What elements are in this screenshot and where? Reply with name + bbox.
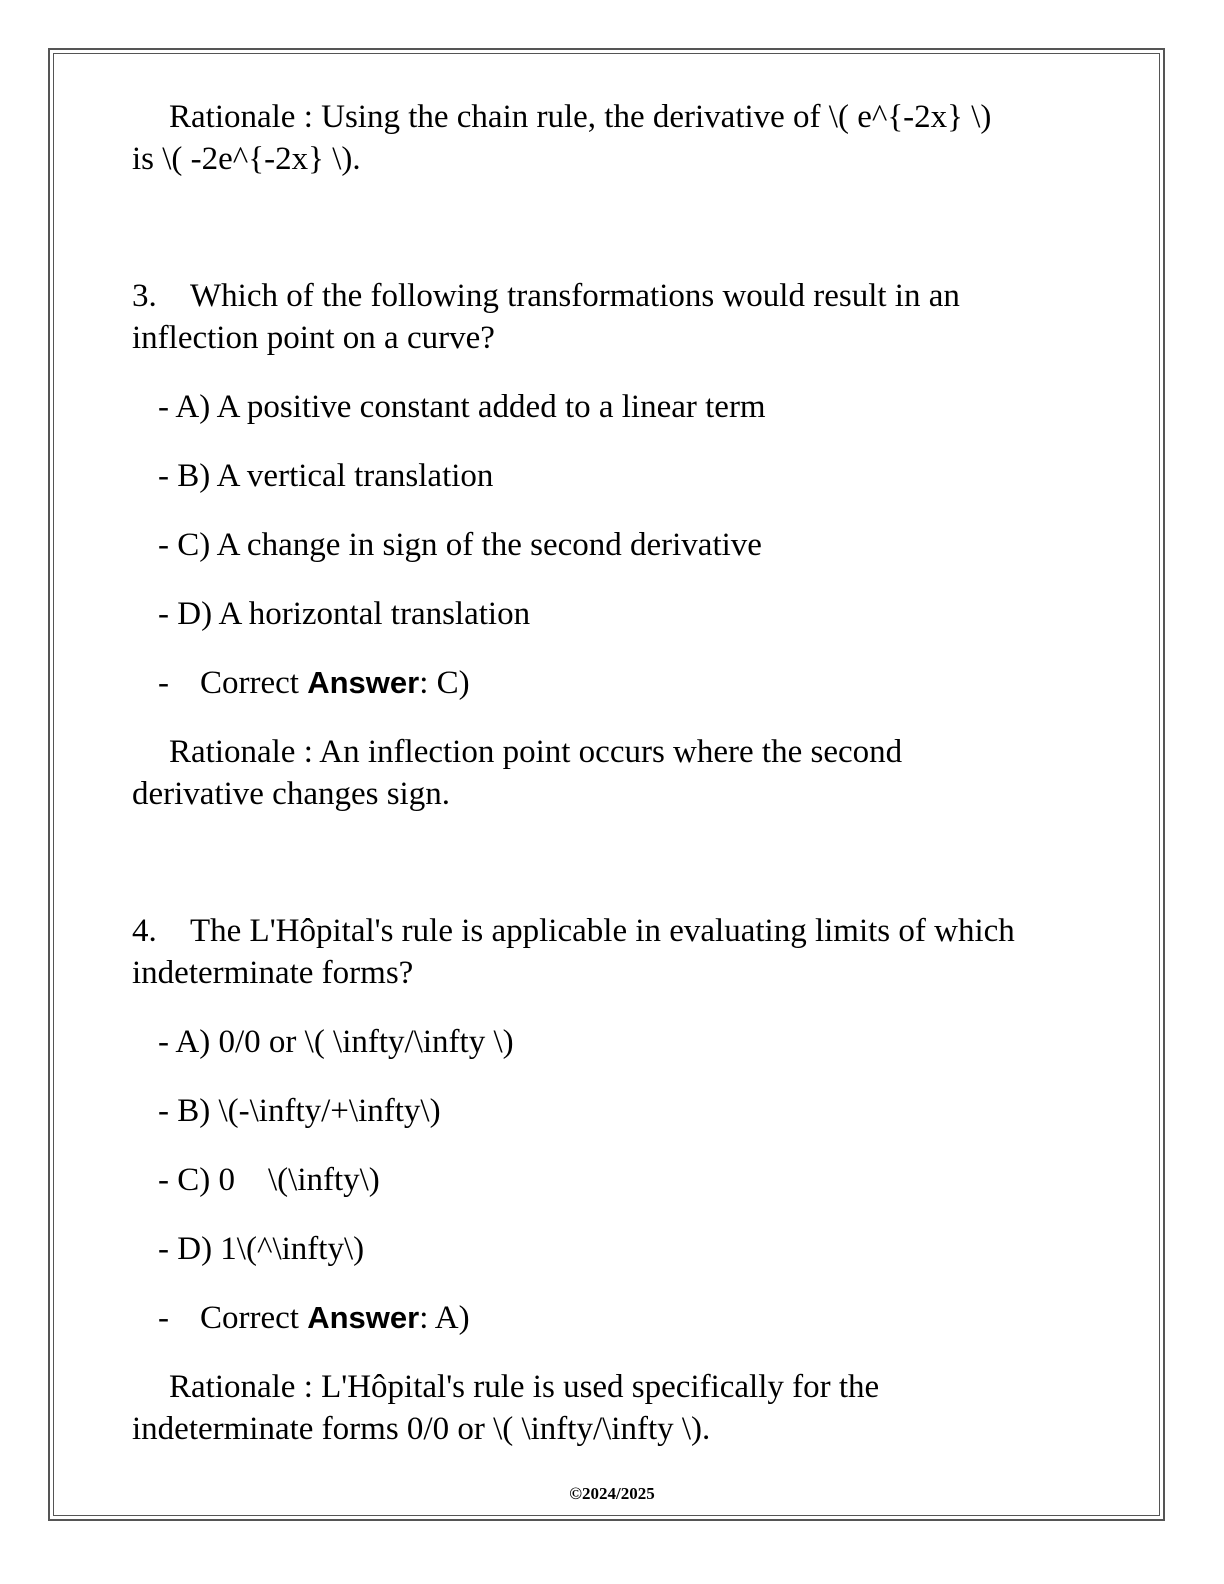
q4-question-line1: The L'Hôpital's rule is applicable in evaluating limits of which: [190, 913, 1015, 949]
q4-answer-value: : A): [419, 1300, 470, 1336]
q3-option-b: - B) A vertical translation: [158, 458, 494, 494]
q4-answer-word: Answer: [307, 1300, 420, 1335]
q3-option-d: - D) A horizontal translation: [158, 596, 531, 632]
q2-rationale: [132, 96, 1092, 180]
q3-question-line2: inflection point on a curve?: [132, 320, 495, 356]
q4-option-a: - A) 0/0 or \( \infty/\infty \): [158, 1024, 514, 1060]
question-4: [132, 910, 1092, 1450]
q3-option-c: - C) A change in sign of the second derivative: [158, 527, 762, 563]
q3-option-a: - A) A positive constant added to a linear term: [158, 389, 766, 425]
q2-rationale-line2: is \( -2e^{-2x} \).: [132, 141, 361, 177]
q3-rationale-line1: Rationale : An inflection point occurs where the second: [169, 734, 903, 770]
q3-answer-word: Answer: [307, 665, 420, 700]
q4-answer-dash: -: [158, 1300, 169, 1336]
q3-answer-dash: -: [158, 665, 169, 701]
footer-copyright: ©2024/2025: [569, 1484, 655, 1503]
q3-rationale-line2: derivative changes sign.: [132, 776, 450, 812]
q4-rationale-line1: Rationale : L'Hôpital's rule is used specifically for the: [169, 1369, 880, 1405]
q4-option-d: - D) 1\(^\infty\): [158, 1231, 365, 1267]
q3-answer-prefix: Correct: [200, 665, 308, 701]
q4-option-b: - B) \(-\infty/+\infty\): [158, 1093, 441, 1129]
document-body: [132, 96, 1092, 1450]
q4-option-c: - C) 0 \(\infty\): [158, 1162, 380, 1198]
question-3: [132, 275, 1092, 815]
q3-question: [132, 275, 1092, 317]
q4-correct-answer: [132, 1297, 1092, 1339]
q2-rationale-line1: Rationale : Using the chain rule, the derivative of \( e^{-2x} \): [169, 99, 992, 135]
q3-correct-answer: [132, 662, 1092, 704]
q4-number: 4.: [132, 913, 157, 949]
q4-question-line2: indeterminate forms?: [132, 955, 414, 991]
q3-question-line1: Which of the following transformations would result in an: [190, 278, 960, 314]
q4-question: [132, 910, 1092, 952]
q3-number: 3.: [132, 278, 157, 314]
q4-answer-prefix: Correct: [200, 1300, 308, 1336]
q3-answer-value: : C): [419, 665, 470, 701]
q4-rationale-line2: indeterminate forms 0/0 or \( \infty/\infty \).: [132, 1411, 711, 1447]
